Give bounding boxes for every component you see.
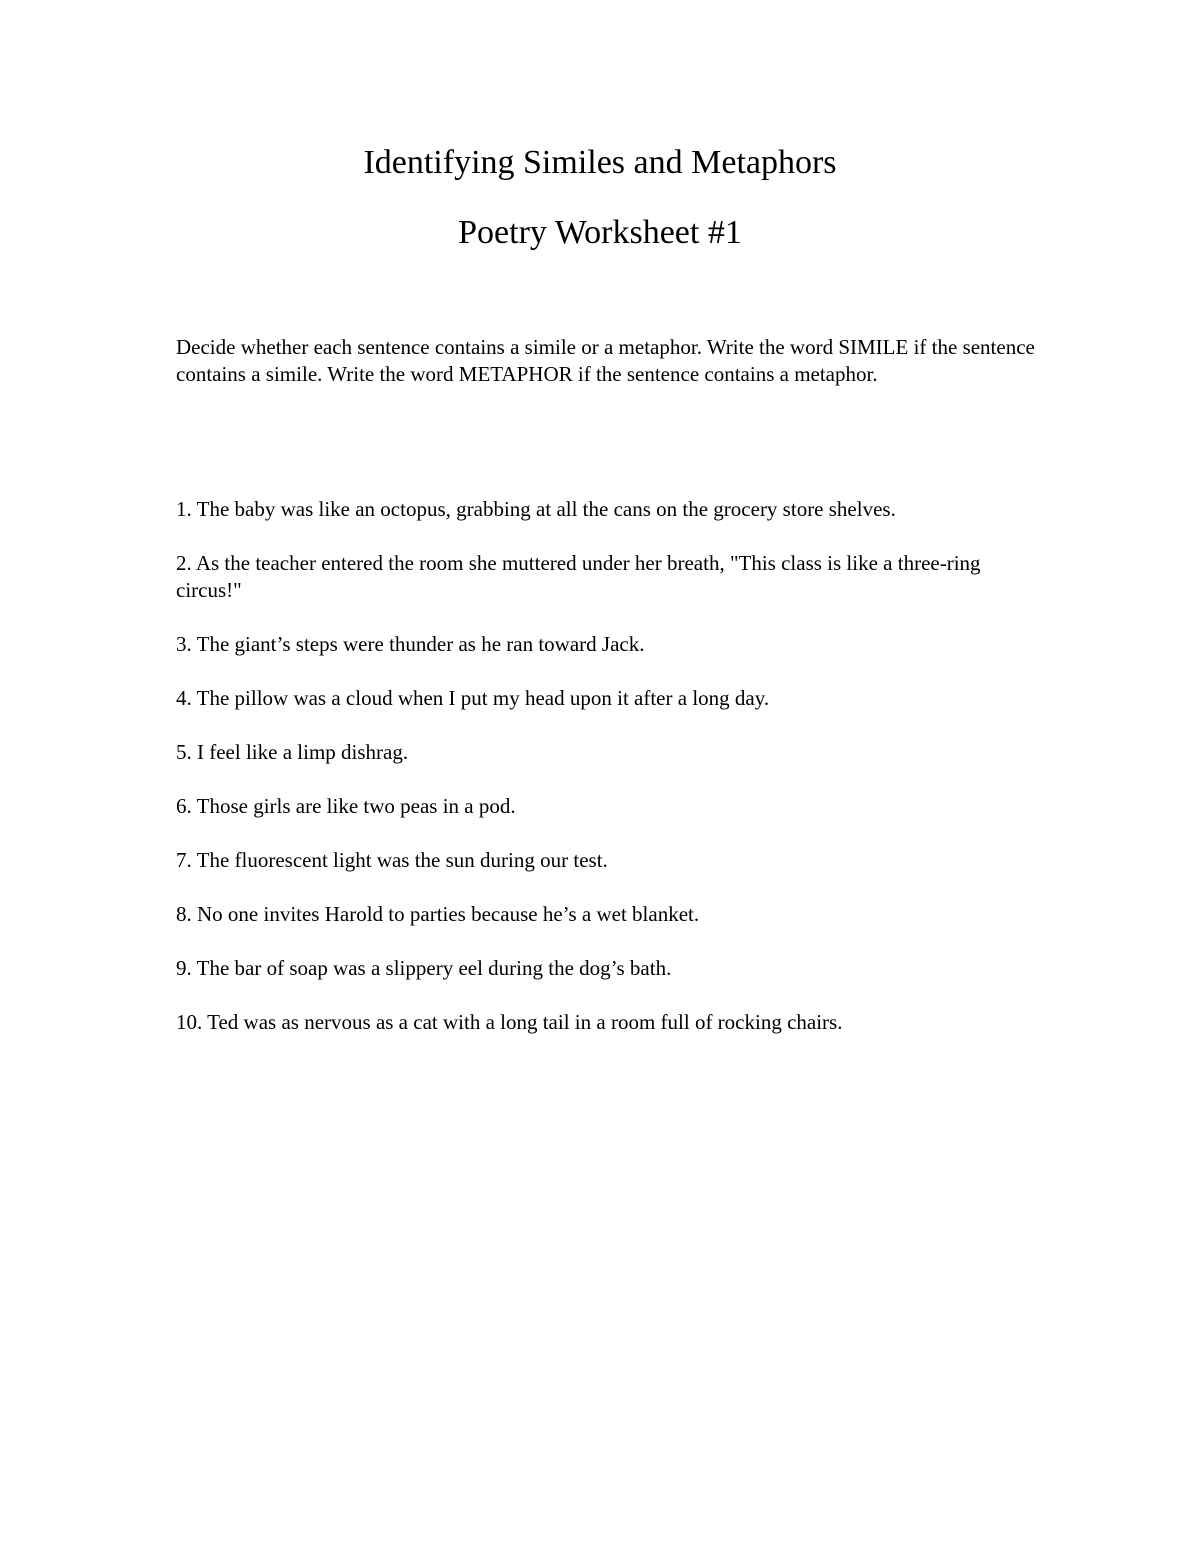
worksheet-subtitle: Poetry Worksheet #1: [458, 214, 742, 251]
question-item-7: 7. The fluorescent light was the sun during our test.: [176, 848, 608, 872]
question-item-6: 6. Those girls are like two peas in a pod.: [176, 794, 516, 818]
question-item-9: 9. The bar of soap was a slippery eel during the dog’s bath.: [176, 956, 672, 980]
question-item-2: 2. As the teacher entered the room she muttered under her breath, "This class is like a three-ring circus!": [176, 551, 981, 602]
question-item-3: 3. The giant’s steps were thunder as he ran toward Jack.: [176, 632, 645, 656]
question-item-5: 5. I feel like a limp dishrag.: [176, 740, 409, 764]
instructions-paragraph: Decide whether each sentence contains a simile or a metaphor. Write the word SIMILE if the sentence contains a simile. Write the word METAPHOR if the sentence contains a metaphor.: [176, 335, 1035, 386]
question-item-10: 10. Ted was as nervous as a cat with a long tail in a room full of rocking chairs.: [176, 1010, 843, 1034]
question-item-4: 4. The pillow was a cloud when I put my head upon it after a long day.: [176, 686, 770, 710]
question-item-8: 8. No one invites Harold to parties because he’s a wet blanket.: [176, 902, 700, 926]
question-list: [176, 496, 1036, 1063]
question-item-1: 1. The baby was like an octopus, grabbing at all the cans on the grocery store shelves.: [176, 497, 896, 521]
worksheet-title: Identifying Similes and Metaphors: [363, 144, 837, 181]
